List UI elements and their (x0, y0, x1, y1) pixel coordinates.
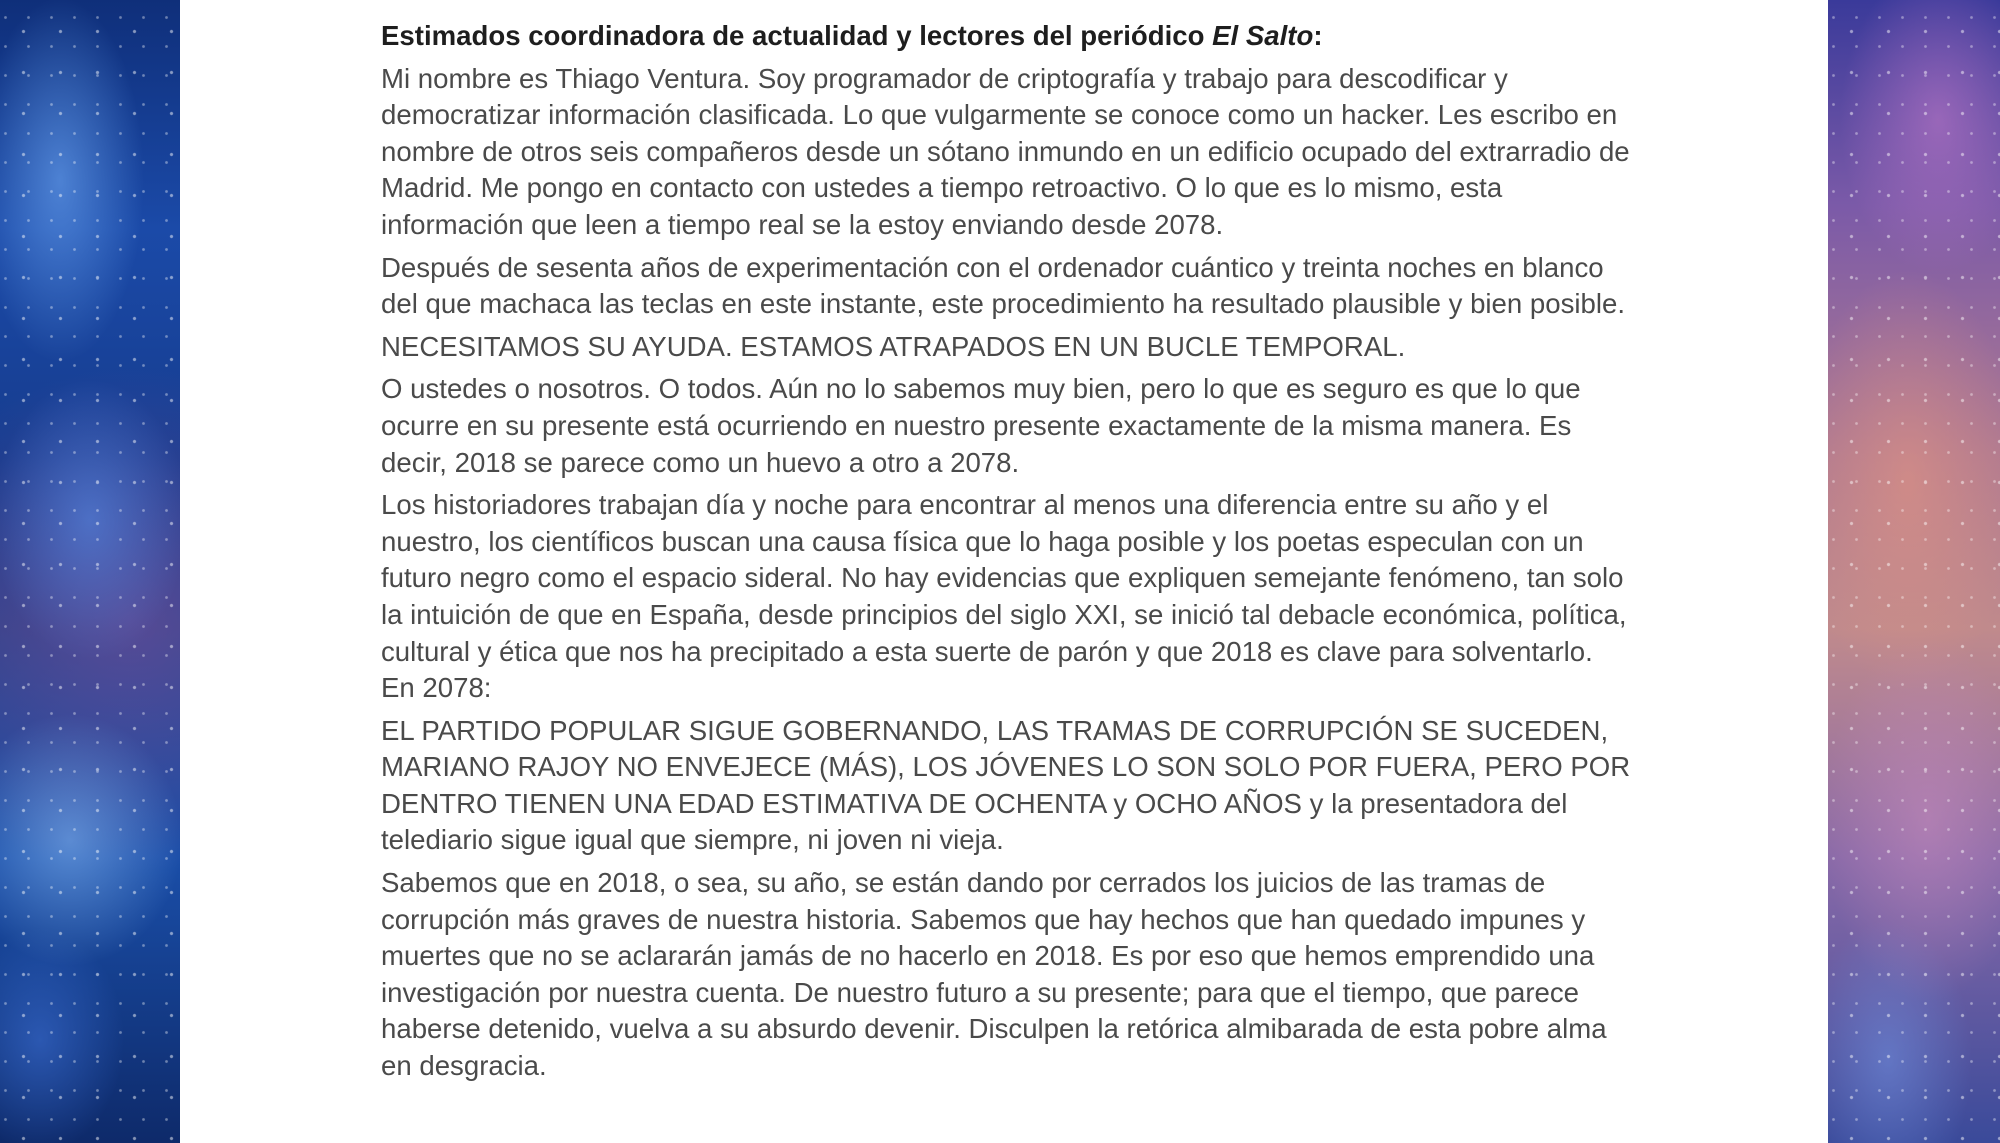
paragraph-2078-facts: EL PARTIDO POPULAR SIGUE GOBERNANDO, LAS TRAMAS DE CORRUPCIÓN SE SUCEDEN, MARIANO RAJOY NO ENVEJECE (MÁS), LOS JÓVENES LO SON SOLO POR FUERA, PERO POR DENTRO TIENEN UNA EDAD ESTIMATIVA DE OCHENTA y OCHO AÑOS y la presentadora del telediario sigue igual que siempre, ni joven ni vieja. (381, 714, 1631, 856)
paragraph-plea: NECESITAMOS SU AYUDA. ESTAMOS ATRAPADOS EN UN BUCLE TEMPORAL. (381, 330, 1406, 362)
paragraph-procedure: Después de sesenta años de experimentación con el ordenador cuántico y treinta noches en blanco del que machaca las teclas en este instante, este procedimiento ha resultado plausible y bien posible. (381, 251, 1626, 320)
paragraph-uncertainty: O ustedes o nosotros. O todos. Aún no lo sabemos muy bien, pero lo que es seguro es que lo que ocurre en su presente está ocurriendo en nuestro presente exactamente de la misma manera. Es decir, 2018 se parece como un huevo a otro a 2078. (381, 373, 1581, 478)
letter-body (381, 18, 1631, 1091)
paragraph-investigation: Sabemos que en 2018, o sea, su año, se están dando por cerrados los juicios de las tramas de corrupción más graves de nuestra historia. Sabemos que hay hechos que han quedado impunes y muertes que no se aclararán jamás de no hacerlo en 2018. Es por eso que hemos emprendido una investigación por nuestra cuenta. De nuestro futuro a su presente; para que el tiempo, que parece haberse detenido, vuelva a su absurdo devenir. Disculpen la retórica almibarada de esta pobre alma en desgracia. (381, 867, 1607, 1082)
paragraph-historians: Los historiadores trabajan día y noche para encontrar al menos una diferencia entre su año y el nuestro, los científicos buscan una causa física que lo haga posible y los poetas especulan con un futuro negro como el espacio sideral. No hay evidencias que expliquen semejante fenómeno, tan solo la intuición de que en España, desde principios del siglo XXI, se inició tal debacle económica, política, cultural y ética que nos ha precipitado a esta suerte de parón y que 2018 es clave para solventarlo. En 2078: (381, 489, 1627, 704)
stars-right (1828, 0, 2000, 1143)
newspaper-name: El Salto (1212, 20, 1314, 51)
galaxy-background-left (0, 0, 180, 1143)
stars-left (0, 0, 180, 1143)
letter-salutation (381, 18, 1631, 55)
salutation-prefix: Estimados coordinadora de actualidad y lectores del periódico (381, 20, 1213, 51)
galaxy-background-right (1828, 0, 2000, 1143)
paragraph-introduction: Mi nombre es Thiago Ventura. Soy programador de criptografía y trabajo para descodificar y democratizar información clasificada. Lo que vulgarmente se conoce como un hacker. Les escribo en nombre de otros seis compañeros desde un sótano inmundo en un edificio ocupado del extrarradio de Madrid. Me pongo en contacto con ustedes a tiempo retroactivo. O lo que es lo mismo, esta información que leen a tiempo real se la estoy enviando desde 2078. (381, 62, 1630, 240)
salutation-suffix: : (1313, 20, 1323, 51)
